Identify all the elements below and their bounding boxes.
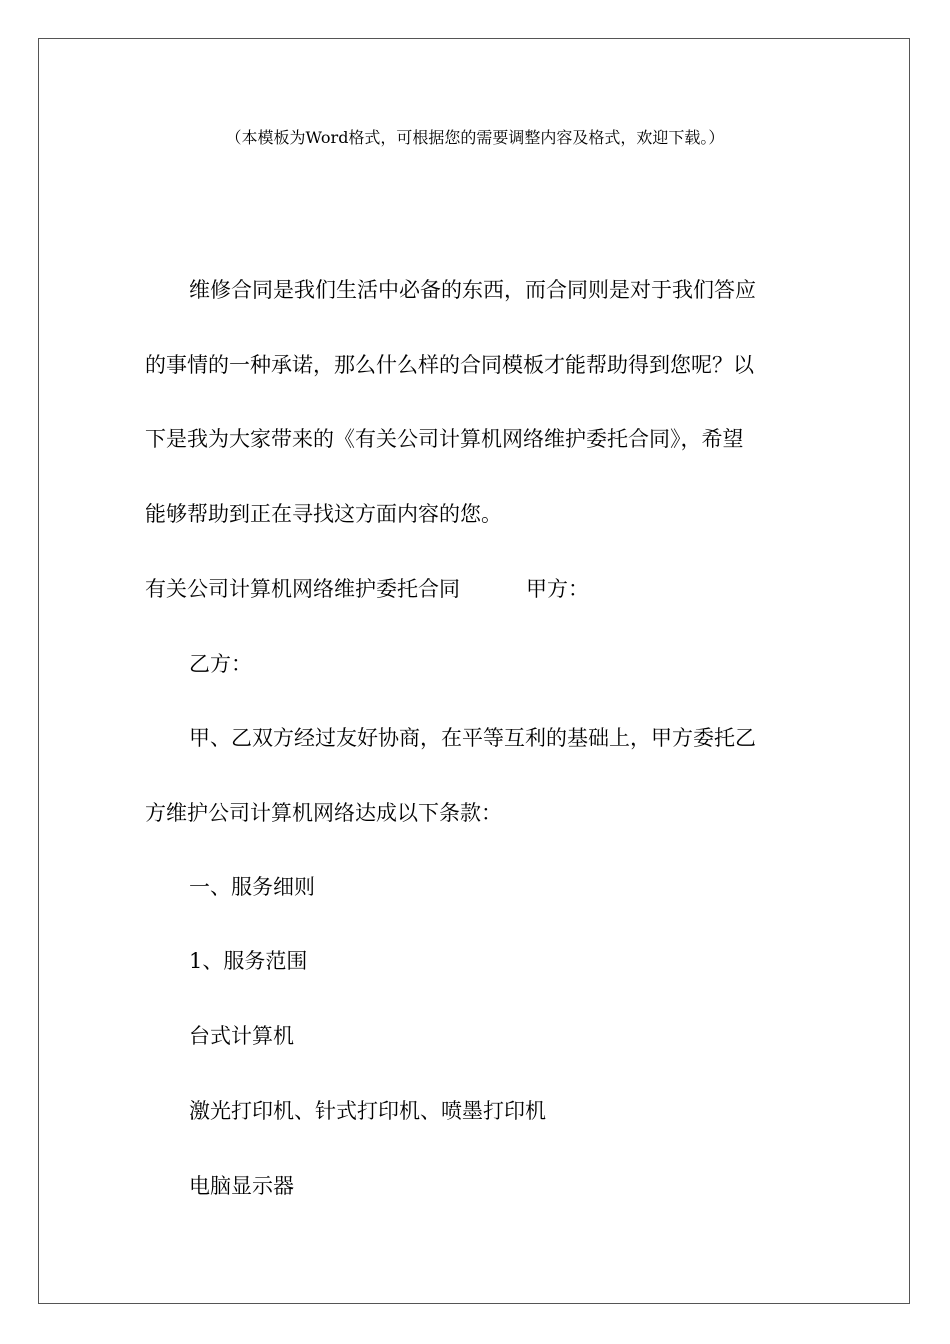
- party-a-label: 甲方：: [526, 577, 589, 601]
- section-heading-service-details: 一、服务细则: [189, 875, 315, 899]
- scope-item-desktop: 台式计算机: [189, 1024, 294, 1048]
- party-b-label: 乙方：: [189, 652, 252, 676]
- intro-line-1: 维修合同是我们生活中必备的东西，而合同则是对于我们答应: [189, 278, 756, 302]
- intro-line-4: 能够帮助到正在寻找这方面内容的您。: [145, 502, 502, 526]
- subsection-heading-service-scope: 1、服务范围: [189, 949, 308, 973]
- scope-item-printers: 激光打印机、针式打印机、喷墨打印机: [189, 1099, 546, 1123]
- intro-line-2: 的事情的一种承诺，那么什么样的合同模板才能帮助得到您呢？以: [145, 353, 754, 377]
- scope-item-monitor: 电脑显示器: [189, 1174, 294, 1198]
- template-note: （本模板为Word格式，可根据您的需要调整内容及格式，欢迎下载。）: [225, 128, 725, 147]
- agreement-line-1: 甲、乙双方经过友好协商，在平等互利的基础上，甲方委托乙: [189, 726, 756, 750]
- intro-line-3: 下是我为大家带来的《有关公司计算机网络维护委托合同》，希望: [145, 427, 744, 451]
- contract-title: 有关公司计算机网络维护委托合同: [145, 577, 460, 601]
- agreement-line-2: 方维护公司计算机网络达成以下条款：: [145, 801, 502, 825]
